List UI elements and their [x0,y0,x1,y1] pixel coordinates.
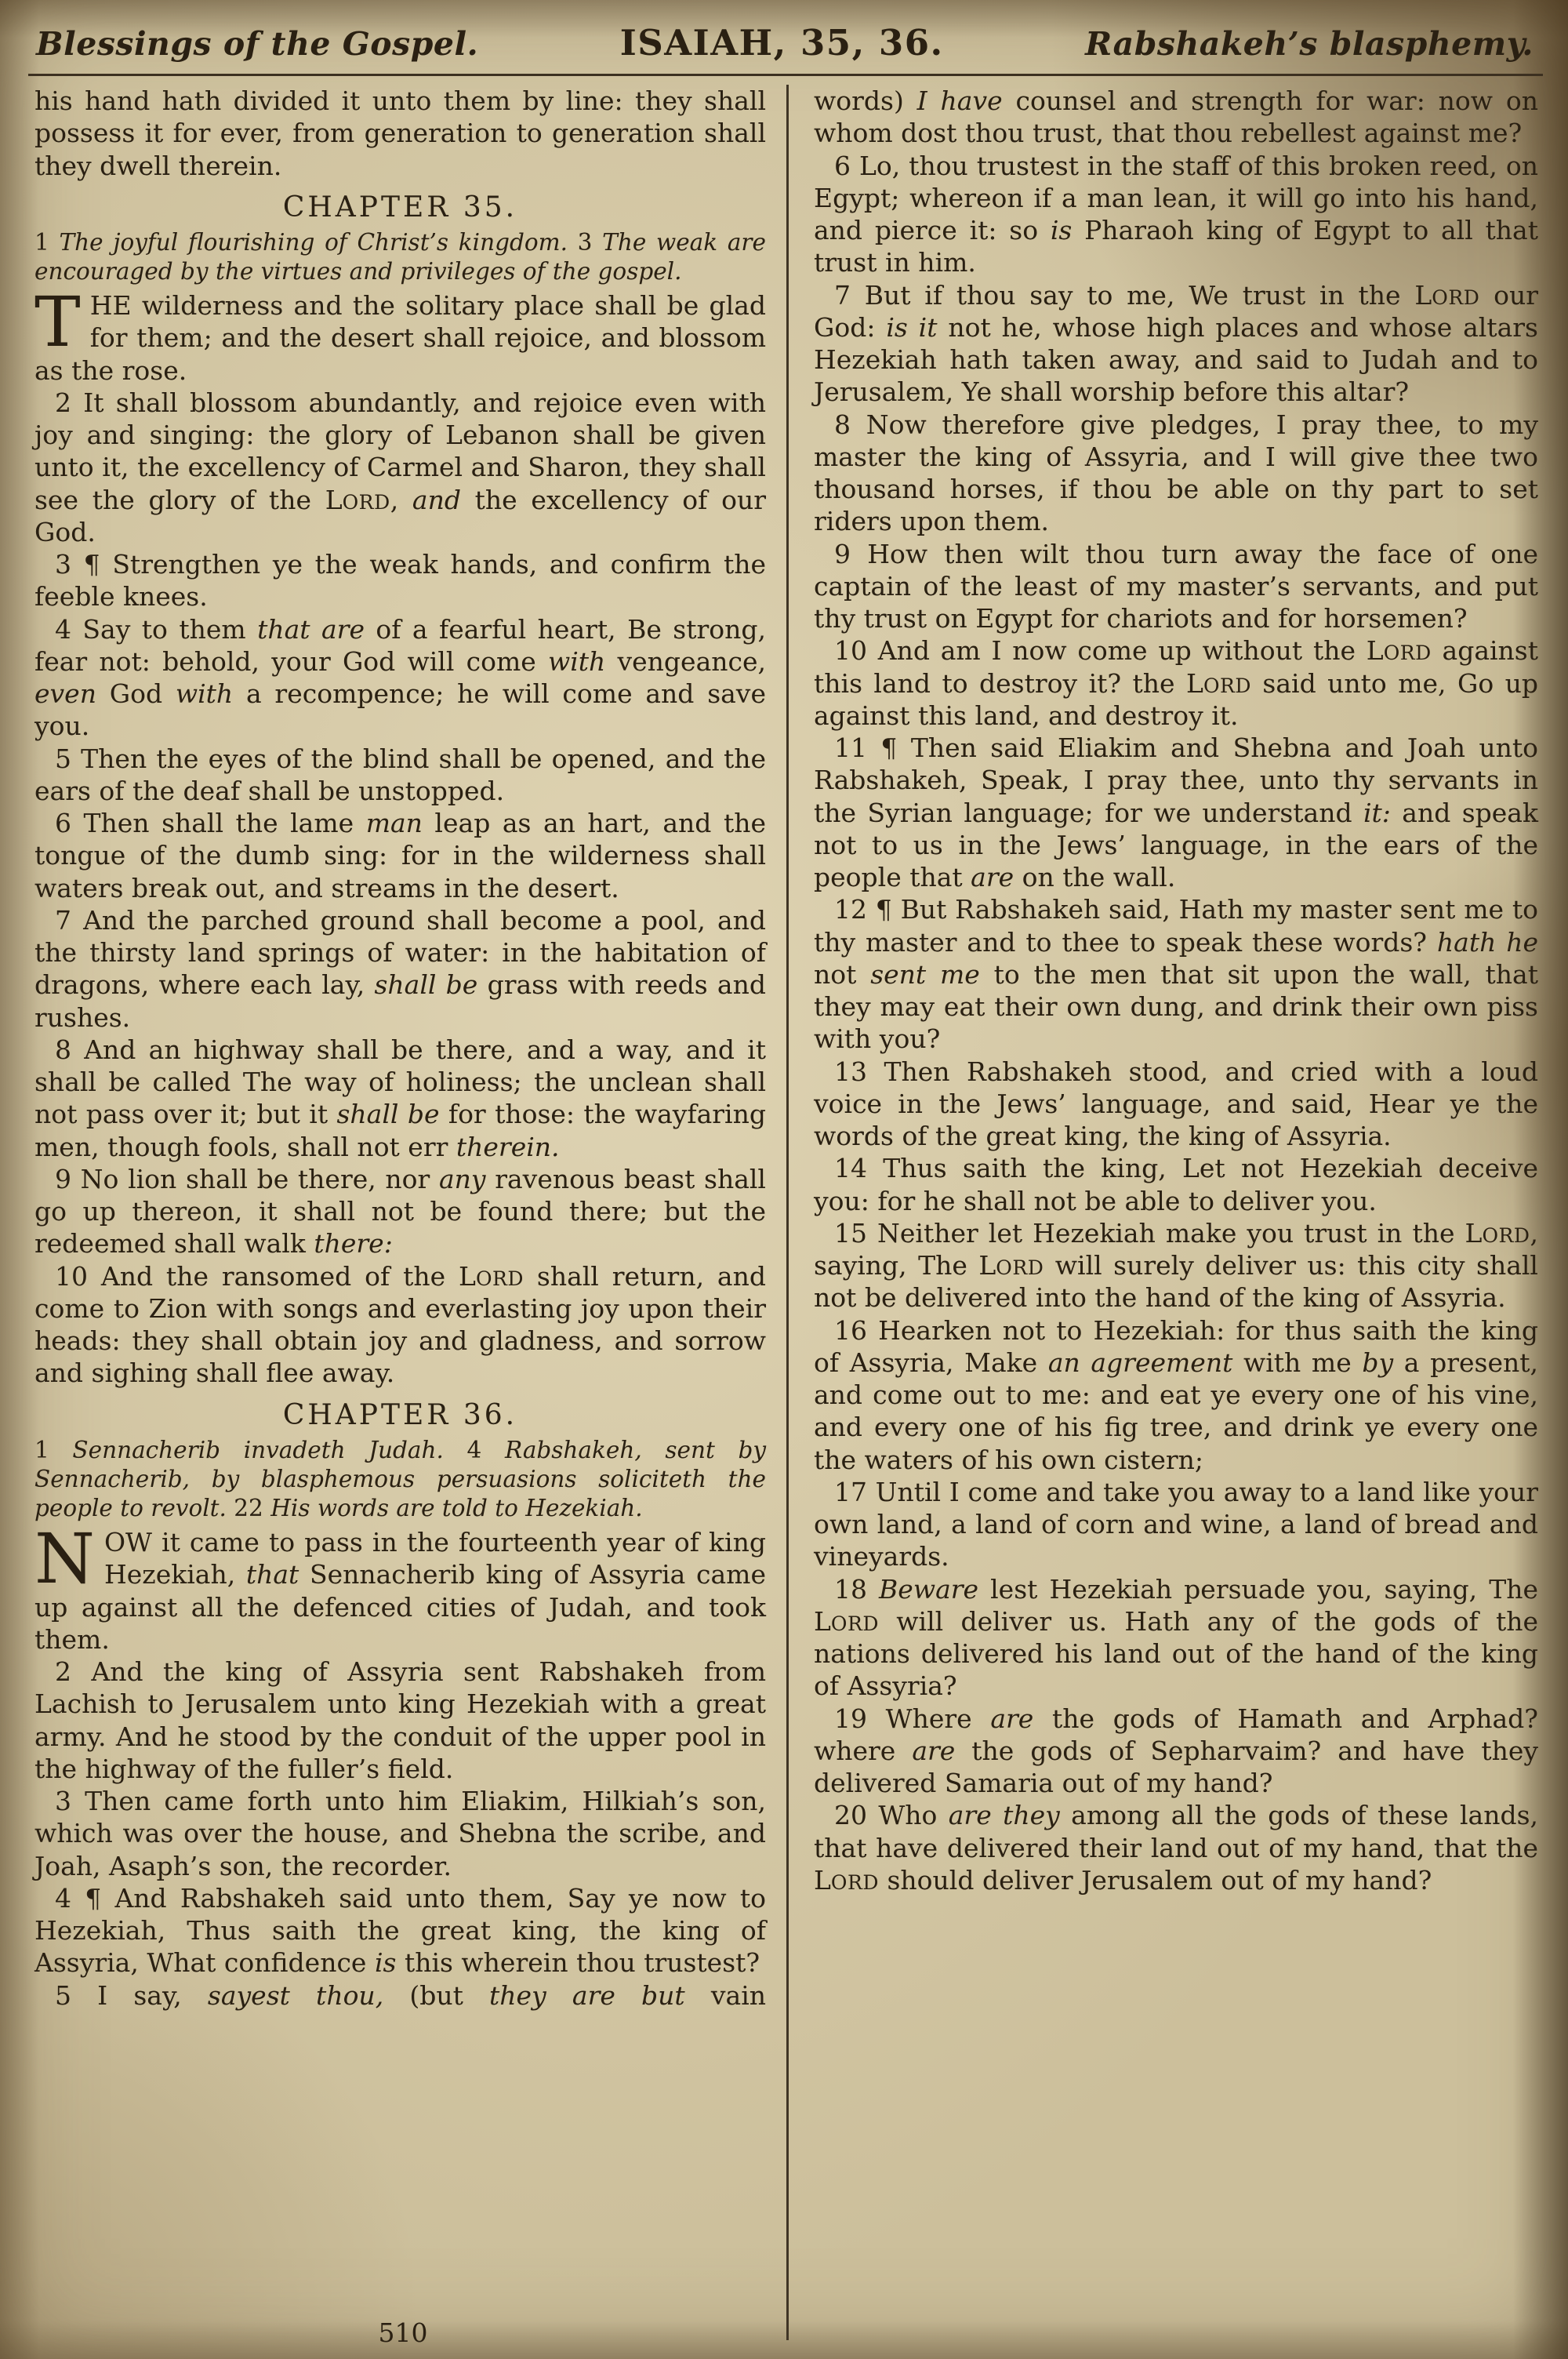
verse-paragraph: 4 ¶ And Rabshakeh said unto them, Say ye now to Hezekiah, Thus saith the great king, the king of Assyria, What confidence is this wherein thou trustest? [34,1882,766,1979]
verse-paragraph: 6 Lo, thou trustest in the staff of this broken reed, on Egypt; whereon if a man lean, it will go into his hand, and pierce it: so is Pharaoh king of Egypt to all that trust in him. [814,150,1538,278]
verse-paragraph-dropcap: THE wilderness and the solitary place shall be glad for them; and the desert shall rejoice, and blossom as the rose. [34,282,766,386]
lord-smallcaps: LORD [978,1250,1044,1281]
chapter-summary: 1 Sennacherib invadeth Judah. 4 Rabshakeh, sent by Sennacherib, by blasphemous persuasions soliciteth the people to revolt. 22 His words are told to Hezekiah. [34,1436,766,1521]
verse-paragraph: 5 I say, sayest thou, (but they are but vain [55,1979,766,2011]
page-header [36,22,1534,64]
verse-paragraph: 16 Hearken not to Hezekiah: for thus saith the king of Assyria, Make an agreement with me by a present, and come out to me: and eat ye every one of his vine, and every one of his fig tree, and drink ye every one the waters of his own cistern; [814,1314,1538,1475]
verse-paragraph: 5 Then the eyes of the blind shall be opened, and the ears of the deaf shall be unstopped. [34,743,766,806]
verse-paragraph: 10 And the ransomed of the LORD shall return, and come to Zion with songs and everlasting joy upon their heads: they shall obtain joy and gladness, and sorrow and sighing shall flee away. [34,1260,766,1389]
verse-paragraph: 2 And the king of Assyria sent Rabshakeh from Lachish to Jerusalem unto king Hezekiah with a great army. And he stood by the conduit of the upper pool in the highway of the fuller’s field. [34,1656,766,1784]
verse-paragraph: 6 Then shall the lame man leap as an hart, and the tongue of the dumb sing: for in the wilderness shall waters break out, and streams in the desert. [34,808,766,903]
running-head-right: Rabshakeh’s blasphemy. [1085,25,1534,63]
continuation-paragraph: his hand hath divided it unto them by line: they shall possess it for ever, from generation to generation shall they dwell therein. [34,85,766,181]
chapter-summary: 1 The joyful flourishing of Christ’s kingdom. 3 The weak are encouraged by the virtues and privileges of the gospel. [34,228,766,285]
text-column-left [34,85,786,2340]
verse-paragraph: 18 Beware lest Hezekiah persuade you, saying, The LORD will deliver us. Hath any of the gods of the nations delivered his land out of the hand of the king of Assyria? [814,1573,1538,1702]
verse-paragraph: 7 And the parched ground shall become a pool, and the thirsty land springs of water: in the habitation of dragons, where each lay, shall be grass with reeds and rushes. [34,904,766,1033]
lord-smallcaps: LORD [1414,279,1480,311]
chapter-heading: CHAPTER 35. [282,191,518,224]
lord-smallcaps: LORD [459,1260,524,1292]
lord-smallcaps: LORD [814,1864,879,1896]
continuation-paragraph: words) I have counsel and strength for war: now on whom dost thou trust, that thou rebellest against me? [814,85,1538,149]
page-number: 510 [378,2317,428,2348]
verse-paragraph: 19 Where are the gods of Hamath and Arphad? where are the gods of Sepharvaim? and have they delivered Samaria out of my hand? [814,1703,1539,1798]
drop-cap: N [34,1518,95,1600]
verse-paragraph: 7 But if thou say to me, We trust in the LORD our God: is it not he, whose high places and whose altars Hezekiah hath taken away, and said to Judah and to Jerusalem, Ye shall worship before this altar? [814,279,1539,408]
verse-paragraph: 11 ¶ Then said Eliakim and Shebna and Joah unto Rabshakeh, Speak, I pray thee, unto thy servants in the Syrian language; for we understand it: and speak not to us in the Jews’ language, in the ears of the people that are on the wall. [814,732,1538,892]
verse-paragraph: 14 Thus saith the king, Let not Hezekiah deceive you: for he shall not be able to deliver you. [814,1153,1538,1216]
verse-paragraph: 12 ¶ But Rabshakeh said, Hath my master sent me to thy master and to thee to speak these words? hath he not sent me to the men that sit upon the wall, that they may eat their own dung, and drink their own piss with you? [814,894,1539,1055]
text-columns [34,85,1538,2340]
verse-paragraph: 4 Say to them that are of a fearful heart, Be strong, fear not: behold, your God will come with vengeance, even God with a recompence; he will come and save you. [34,613,766,742]
verse-paragraph: 10 And am I now come up without the LORD against this land to destroy it? the LORD said unto me, Go up against this land, and destroy it. [814,635,1538,731]
verse-paragraph: 8 And an highway shall be there, and a way, and it shall be called The way of holiness; the unclean shall not pass over it; but it shall be for those: the wayfaring men, though fools, shall not err therein. [34,1034,766,1162]
verse-paragraph: 17 Until I come and take you away to a land like your own land, a land of corn and wine, a land of bread and vineyards. [814,1476,1538,1572]
chapter-heading: CHAPTER 36. [282,1398,518,1431]
verse-paragraph: 9 No lion shall be there, nor any ravenous beast shall go up thereon, it shall not be found there; but the redeemed shall walk there: [34,1163,766,1259]
verse-paragraph: 9 How then wilt thou turn away the face of one captain of the least of my master’s servants, and put thy trust on Egypt for chariots and for horsemen? [814,538,1538,634]
lord-smallcaps: LORD [325,484,390,515]
page-title: ISAIAH, 35, 36. [619,22,944,64]
drop-cap: T [34,282,81,363]
lord-smallcaps: LORD [1186,667,1251,699]
verse-paragraph: 2 It shall blossom abundantly, and rejoice even with joy and singing: the glory of Lebanon shall be given unto it, the excellency of Carmel and Sharon, they shall see the glory of the LORD, and the excellency of our God. [34,387,766,547]
verse-paragraph: 8 Now therefore give pledges, I pray thee, to my master the king of Assyria, and I will give thee two thousand horses, if thou be able on thy part to set riders upon them. [814,409,1538,537]
lord-smallcaps: LORD [814,1605,879,1637]
verse-paragraph: 3 Then came forth unto him Eliakim, Hilkiah’s son, which was over the house, and Shebna the scribe, and Joah, Asaph’s son, the recorder. [34,1786,766,1881]
verse-paragraph: 3 ¶ Strengthen ye the weak hands, and confirm the feeble knees. [34,549,766,612]
lord-smallcaps: LORD [1366,635,1432,667]
running-head-left: Blessings of the Gospel. [36,25,479,63]
verse-paragraph: 13 Then Rabshakeh stood, and cried with a loud voice in the Jews’ language, and said, Hear ye the words of the great king, the king of Assyria. [814,1056,1538,1151]
header-rule [28,74,1543,76]
verse-paragraph: 20 Who are they among all the gods of these lands, that have delivered their land out of my hand, that the LORD should deliver Jerusalem out of my hand? [814,1800,1539,1896]
lord-smallcaps: LORD [1465,1217,1530,1249]
verse-paragraph: 15 Neither let Hezekiah make you trust in the LORD, saying, The LORD will surely deliver us: this city shall not be delivered into the hand of the king of Assyria. [814,1217,1538,1314]
text-column-right [786,85,1538,2340]
verse-paragraph-dropcap: NOW it came to pass in the fourteenth year of king Hezekiah, that Sennacherib king of Assyria came up against all the defenced cities of Judah, and took them. [34,1518,766,1655]
